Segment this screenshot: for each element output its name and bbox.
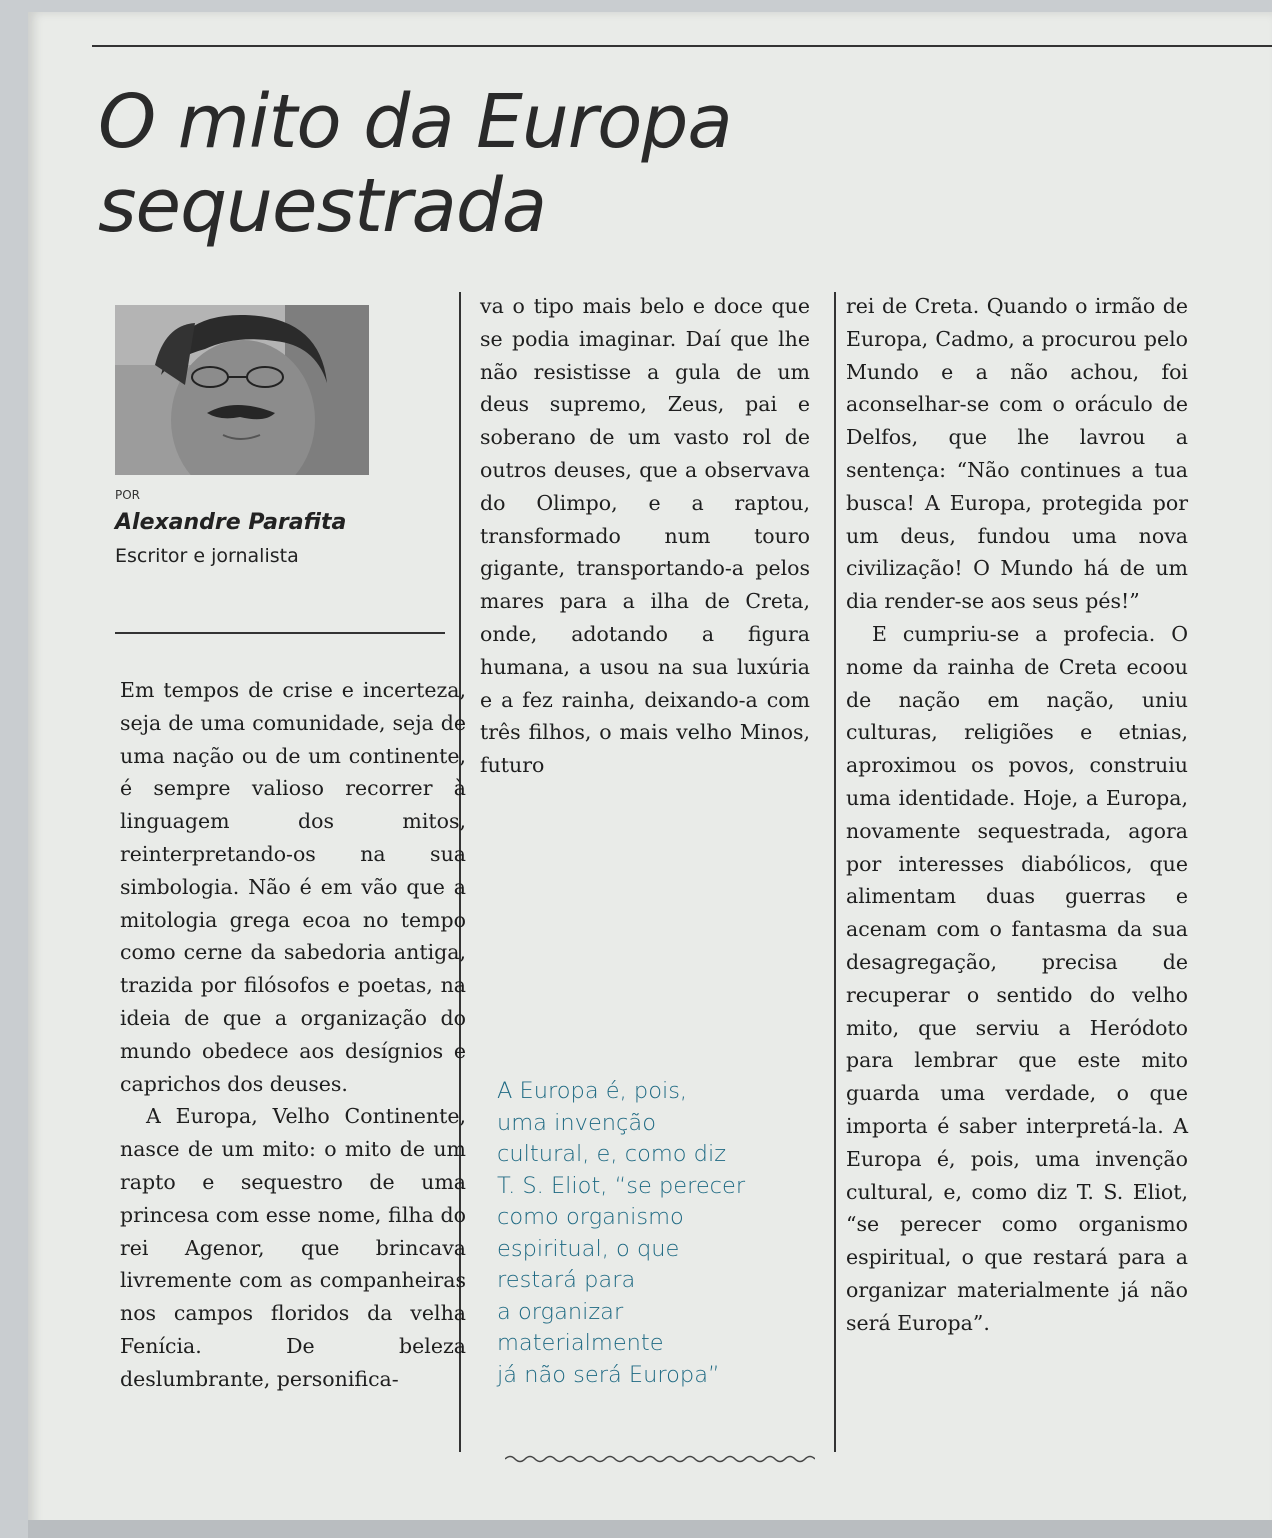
pull-quote-line: cultural, e, como diz: [497, 1141, 727, 1167]
pull-quote-line: já não será Europa”: [497, 1361, 720, 1388]
pull-quote-line: a organizar: [497, 1298, 624, 1325]
article-paragraph: va o tipo mais belo e doce que se podia imaginar. Daí que lhe não resistisse a gula de um deus supremo, Zeus, pai e soberano de um vasto rol de outros deuses, que a observava do Olimpo, e a raptou, transformado num touro gigante, transportando-a pelos mares para a ilha de Creta, onde, adotando a figura humana, a usou na sua luxúria e a fez rainha, deixando-a com três filhos, o mais velho Minos, futuro: [480, 294, 810, 778]
byline-label: POR: [115, 488, 141, 502]
headline: [98, 80, 818, 248]
article-column-1: [120, 674, 466, 1396]
pull-quote-line: A Europa é, pois,: [497, 1078, 688, 1104]
pull-quote-line: uma invenção: [497, 1109, 656, 1136]
article-paragraph: E cumpriu-se a profecia. O nome da rainha de Creta ecoou de nação em nação, uniu culturas, religiões e etnias, aproximou os povos, construiu uma identidade. Hoje, a Europa, novamente sequestrada, agora por interesses diabólicos, que alimentam duas guerras e acenam com o fantasma da sua desagregação, precisa de recuperar o sentido do velho mito, que serviu a Heródoto para lembrar que este mito guarda uma verdade, o que importa é saber interpretá-la. A Europa é, pois, uma invenção cultural, e, como diz T. S. Eliot, “se perecer como organismo espiritual, o que restará para a organizar materialmente já não será Europa”.: [846, 621, 1188, 1335]
byline-rule: [115, 632, 445, 634]
pull-quote-line: materialmente: [497, 1330, 664, 1356]
pull-quote-line: como organismo: [497, 1204, 684, 1230]
article-paragraph: Em tempos de crise e incerteza, seja de uma comunidade, seja de uma nação ou de um continente, é sempre valioso recorrer à linguagem dos mitos, reinterpretando-os na sua simbologia. Não é em vão que a mitologia grega ecoa no tempo como cerne da sabedoria antiga, trazida por filósofos e poetas, na ideia de que a organização do mundo obedece aos desígnios e caprichos dos deuses.: [120, 678, 466, 1096]
top-rule: [92, 45, 1272, 47]
article-paragraph: A Europa, Velho Continente, nasce de um mito: o mito de um rapto e sequestro de uma princesa com esse nome, filha do rei Agenor, que brincava livremente com as companheiras nos campos floridos da velha Fenícia. De beleza deslumbrante, personifica-: [120, 1104, 466, 1391]
author-portrait-photo: [115, 305, 369, 475]
column-rule-2: [834, 292, 836, 1452]
pull-quote-line: restará para: [497, 1267, 636, 1293]
article-column-2: [480, 290, 810, 782]
portrait-photo-icon: [115, 305, 369, 475]
article-column-3: [846, 290, 1188, 1340]
author-name: Alexandre Parafita: [115, 510, 347, 535]
article-paragraph: rei de Creta. Quando o irmão de Europa, Cadmo, a procurou pelo Mundo e a não achou, foi aconselhar-se com o oráculo de Delfos, que lhe lavrou a sentença: “Não continues a tua busca! A Europa, protegida por um deus, fundou uma nova civilização! O Mundo há de um dia render-se aos seus pés!”: [846, 294, 1188, 614]
headline-line-2: sequestrada: [98, 163, 547, 249]
author-role: Escritor e jornalista: [115, 545, 299, 567]
pull-quote: [497, 1076, 823, 1391]
pull-quote-line: T. S. Eliot, “se perecer: [497, 1172, 746, 1199]
page-bottom-edge: [28, 1520, 1272, 1538]
pull-quote-line: espiritual, o que: [497, 1235, 680, 1262]
wavy-divider-icon: [505, 1452, 815, 1466]
headline-line-1: O mito da Europa: [98, 79, 732, 165]
